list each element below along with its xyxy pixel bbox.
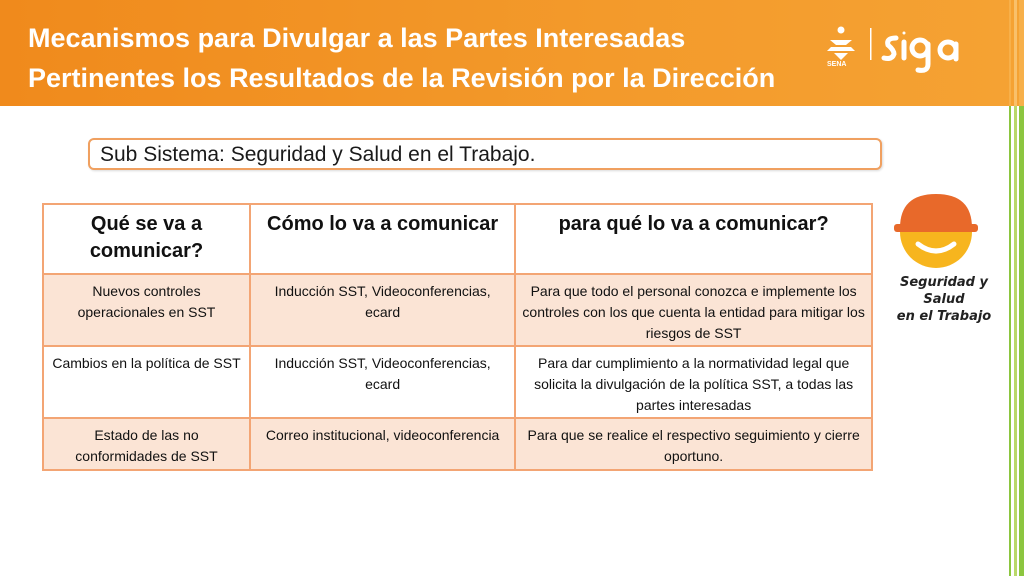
cell-how: Correo institucional, videoconferencia xyxy=(250,418,515,470)
cell-why: Para que todo el personal conozca e implemente los controles con los que cuenta la entidad para mitigar los riesgos de SST xyxy=(515,274,872,346)
header-how: Cómo lo va a comunicar xyxy=(250,204,515,274)
subsystem-box xyxy=(88,138,882,170)
cell-how: Inducción SST, Videoconferencias, ecard xyxy=(250,274,515,346)
sena-logo-icon xyxy=(827,27,855,69)
cell-why: Para dar cumplimiento a la normatividad legal que solicita la divulgación de la política SST, a todas las partes interesadas xyxy=(515,346,872,418)
sena-siga-logos xyxy=(824,20,974,76)
sena-logo-text: SENA xyxy=(827,61,847,68)
cell-how: Inducción SST, Videoconferencias, ecard xyxy=(250,346,515,418)
communication-table xyxy=(42,203,873,471)
cell-what: Cambios en la política de SST xyxy=(43,346,250,418)
table-row xyxy=(43,418,872,470)
cell-what: Nuevos controles operacionales en SST xyxy=(43,274,250,346)
title-banner xyxy=(0,0,1008,106)
decorative-side-stripes-top xyxy=(1006,0,1024,106)
slide-title xyxy=(28,18,828,98)
siga-logo-icon xyxy=(884,32,956,71)
header-why: para qué lo va a comunicar? xyxy=(515,204,872,274)
cell-why: Para que se realice el respectivo seguimiento y cierre oportuno. xyxy=(515,418,872,470)
sst-logo-text xyxy=(886,274,1002,325)
table-row xyxy=(43,346,872,418)
subsystem-label: Sub Sistema: Seguridad y Salud en el Trabajo. xyxy=(100,143,536,166)
slide-title-line-2: Pertinentes los Resultados de la Revisión por la Dirección xyxy=(28,63,776,93)
logo-divider xyxy=(870,28,872,60)
cell-what: Estado de las no conformidades de SST xyxy=(43,418,250,470)
header-what: Qué se va a comunicar? xyxy=(43,204,250,274)
sst-logo-line-1: Seguridad y Salud xyxy=(900,275,988,307)
table-row xyxy=(43,274,872,346)
table-header-row xyxy=(43,204,872,274)
sst-logo-line-2: en el Trabajo xyxy=(896,309,992,324)
slide-title-line-1: Mecanismos para Divulgar a las Partes Interesadas xyxy=(28,23,686,53)
